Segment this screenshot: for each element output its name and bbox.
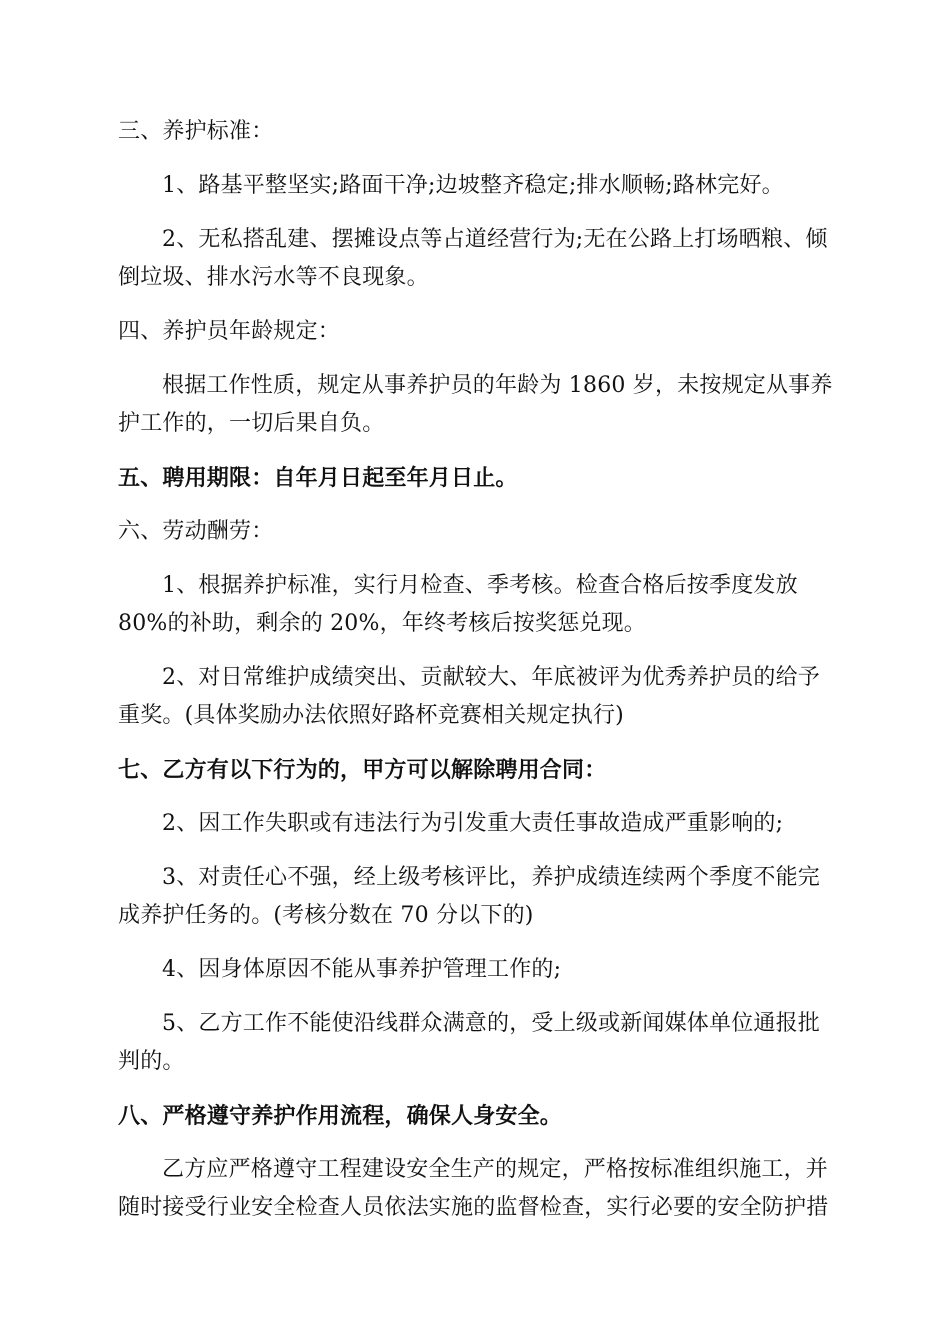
section-heading-safety: 八、严格遵守养护作用流程，确保人身安全。: [118, 1103, 563, 1129]
paragraph-line: 1、根据养护标准，实行月检查、季考核。检查合格后按季度发放: [162, 573, 798, 598]
paragraph-line: 倒垃圾、排水污水等不良现象。: [118, 265, 429, 290]
paragraph-line: 随时接受行业安全检查人员依法实施的监督检查，实行必要的安全防护措: [118, 1195, 829, 1220]
paragraph-line: 2、因工作失职或有违法行为引发重大责任事故造成严重影响的;: [162, 811, 784, 836]
paragraph-line: 根据工作性质，规定从事养护员的年龄为 1860 岁，未按规定从事养: [162, 373, 833, 398]
paragraph-line: 判的。: [118, 1049, 185, 1074]
paragraph-line: 护工作的，一切后果自负。: [118, 411, 385, 436]
paragraph-line: 1、路基平整坚实;路面干净;边坡整齐稳定;排水顺畅;路林完好。: [162, 173, 784, 198]
section-heading-age-rules: 四、养护员年龄规定：: [118, 319, 341, 344]
paragraph-line: 80%的补助，剩余的 20%，年终考核后按奖惩兑现。: [118, 611, 646, 636]
paragraph-line: 5、乙方工作不能使沿线群众满意的，受上级或新闻媒体单位通报批: [162, 1011, 820, 1036]
paragraph-line: 2、对日常维护成绩突出、贡献较大、年底被评为优秀养护员的给予: [162, 665, 820, 690]
section-heading-maintenance-standards: 三、养护标准：: [118, 119, 274, 144]
section-heading-compensation: 六、劳动酬劳：: [118, 519, 274, 544]
section-heading-employment-period: 五、聘用期限：自年月日起至年月日止。: [118, 465, 518, 491]
paragraph-line: 成养护任务的。(考核分数在 70 分以下的): [118, 903, 534, 928]
paragraph-line: 3、对责任心不强，经上级考核评比，养护成绩连续两个季度不能完: [162, 865, 820, 890]
paragraph-line: 重奖。(具体奖励办法依照好路杯竞赛相关规定执行): [118, 703, 624, 728]
section-heading-termination: 七、乙方有以下行为的，甲方可以解除聘用合同：: [118, 757, 607, 783]
paragraph-line: 乙方应严格遵守工程建设安全生产的规定，严格按标准组织施工，并: [162, 1157, 829, 1182]
paragraph-line: 4、因身体原因不能从事养护管理工作的;: [162, 957, 562, 982]
paragraph-line: 2、无私搭乱建、摆摊设点等占道经营行为;无在公路上打场晒粮、倾: [162, 227, 828, 252]
